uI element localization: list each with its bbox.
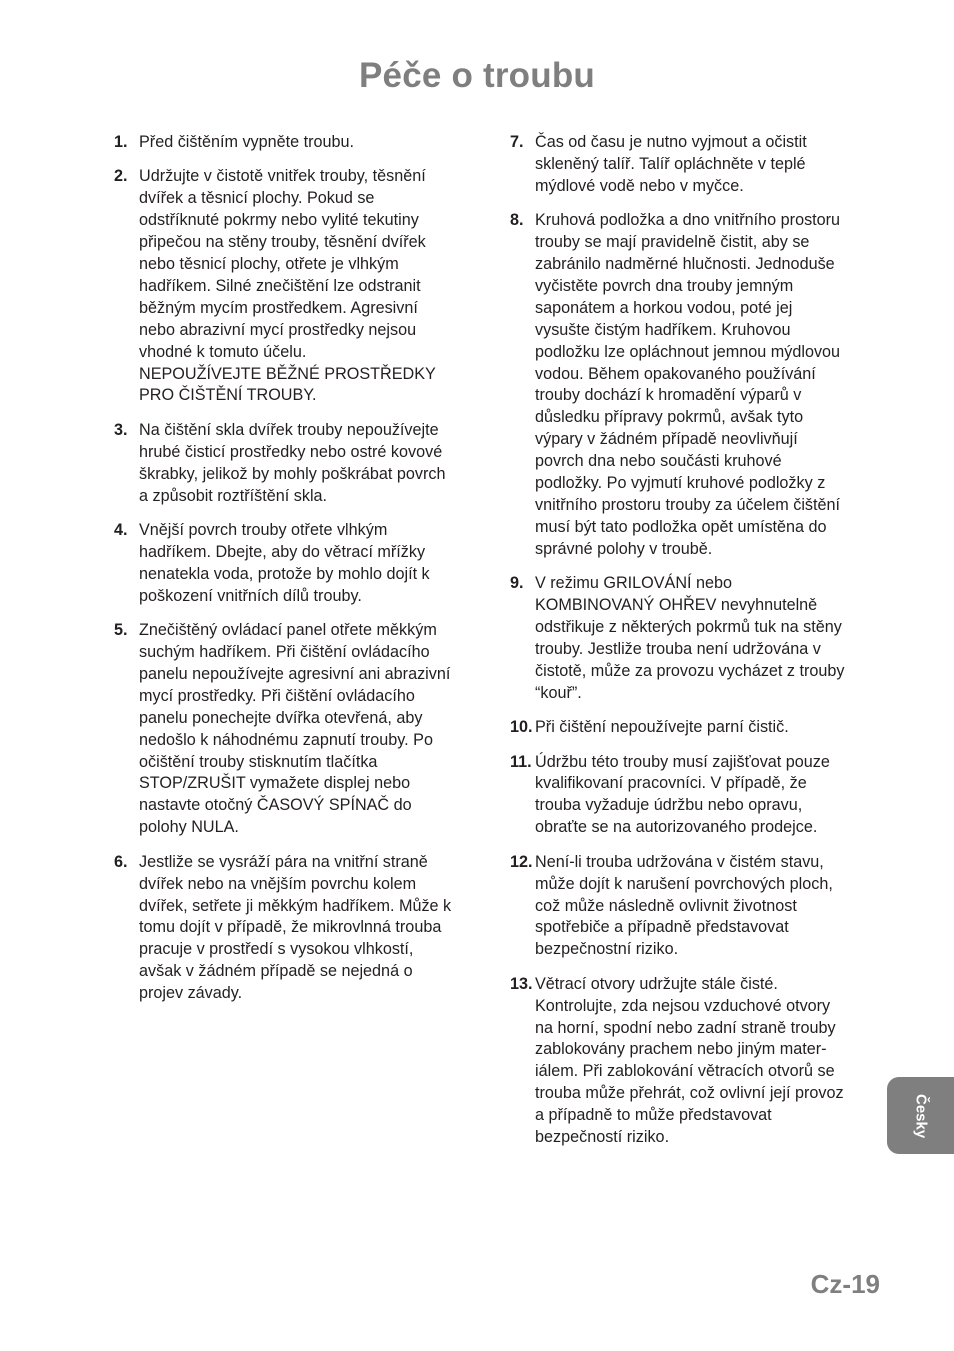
- right-column: [510, 132, 880, 1161]
- item-text: Jestliže se vysráží pára na vnitřní straně dvířek nebo na vnějším povrchu kolem dvířek, setřete ji měkkým hadříkem. Může k tomu dojít v případě, že mikrovlnná trouba pracuje v prostředí s vysokou vlhkostí, avšak v žádném případě se nejedná o projev závady.: [139, 852, 452, 1003]
- language-tab: [887, 1077, 954, 1154]
- item-text: Vnější povrch trouby otřete vlhkým hadříkem. Dbejte, aby do větrací mřížky nenatekla voda, protože by mohlo dojít k poškození vnitřních dílů trouby.: [139, 521, 430, 605]
- list-item: [114, 620, 486, 839]
- item-text: Není-li trouba udržována v čistém stavu, může dojít k narušení povrchových ploch, což může následně ovlivnit životnost spotřebiče a případně představovat bezpečnostní riziko.: [535, 852, 833, 959]
- item-text: V režimu GRILOVÁNÍ nebo KOMBINOVANÝ OHŘEV nevyhnutelně odstřikuje z některých pokrmů tuk na stěny trouby. Jestliže trouba není udržována v čistotě, může za provozu vycházet z trouby “kouř”.: [535, 574, 845, 702]
- item-text: Na čištění skla dvířek trouby nepoužívejte hrubé čisticí prostředky nebo ostré kovové škrabky, jelikož by mohly poškrábat povrch a způsobit roztříštění skla.: [139, 420, 446, 505]
- page-title: Péče o troubu: [359, 56, 595, 95]
- item-text: Kruhová podložka a dno vnitřního prostoru trouby se mají pravidelně čistit, aby se zabránilo nadměrné hlučnosti. Jednoduše vyčistěte povrch dna trouby jemným saponátem a horkou vodou, poté jej vysušte čistým hadříkem. Kruhovou podložku lze opláchnout jemnou mýdlovou vodou. Během opakovaného používání trouby dochází k hromadění výparů v důsledku přípravy pokrmů, avšak tyto výpary v žádném případě neovlivňují povrch dna nebo součásti kruhové podložky. Po vyjmutí kruhové podložky z vnitřního prostoru trouby za účelem čištění musí být tato podložka opět umístěna do správné polohy v troubě.: [535, 211, 841, 558]
- list-item: [114, 520, 486, 608]
- item-text: Údržbu této trouby musí zajišťovat pouze kvalifikovaní pracovníci. V případě, že trouba vyžaduje údržbu nebo opravu, obraťte se na autorizovaného prodejce.: [535, 752, 830, 837]
- list-item: [510, 717, 880, 739]
- item-number: 13.: [510, 974, 533, 993]
- item-text: Při čištění nepoužívejte parní čistič.: [535, 718, 789, 737]
- item-number: 7.: [510, 133, 524, 151]
- list-item: [510, 974, 880, 1149]
- item-text: Znečištěný ovládací panel otřete měkkým suchým hadříkem. Při čištění ovládacího panelu nepoužívejte agresivní ani abrazivní mycí prostředky. Při čištění ovládacího panelu ponechejte dvířka otevřená, aby nedošlo k náhodnému zapnutí trouby. Po očištění trouby stisknutím tlačítka STOP/ZRUŠIT vymažete displej nebo nastavte otočný ČASOVÝ SPÍNAČ do polohy NULA.: [139, 621, 451, 837]
- item-number: 11.: [510, 752, 532, 771]
- item-number: 9.: [510, 574, 524, 593]
- item-number: 1.: [114, 133, 128, 151]
- item-number: 2.: [114, 167, 128, 186]
- item-text: Čas od času je nutno vyjmout a očistit skleněný talíř. Talíř opláchněte v teplé mýdlové vodě nebo v myčce.: [535, 133, 807, 195]
- item-number: 12.: [510, 852, 533, 871]
- list-item: [510, 573, 880, 704]
- item-number: 5.: [114, 621, 128, 640]
- item-number: 3.: [114, 420, 128, 439]
- page-number: Cz-19: [810, 1269, 880, 1299]
- item-number: 6.: [114, 852, 128, 871]
- list-item: [114, 166, 486, 407]
- language-tab-label: Česky: [912, 1093, 930, 1138]
- list-item: [510, 852, 880, 962]
- item-text: Udržujte v čistotě vnitřek trouby, těsnění dvířek a těsnicí plochy. Pokud se odstříknuté pokrmy nebo vylité tekutiny připečou na stěny trouby, těsnění dvířek nebo těsnicí plochy, otřete je vlhkým hadříkem. Silné znečištění lze odstranit běžným mycím prostředkem. Agresivní nebo abrazivní mycí prostředky nejsou vhodné k tomuto účelu. NEPOUŽÍVEJTE BĚŽNÉ PROSTŘEDKY PRO ČIŠTĚNÍ TROUBY.: [139, 167, 436, 405]
- list-item: [114, 852, 486, 1005]
- item-text: Větrací otvory udržujte stále čisté. Kontrolujte, zda nejsou vzduchové otvory na horní, spodní nebo zadní straně trouby zablokovány prachem nebo jiným mater- iálem. Při zablokování větracích otvorů se trouba může přehrát, což ovlivní její provoz a případně to může představovat bezpečností riziko.: [535, 974, 844, 1147]
- item-number: 10.: [510, 718, 533, 737]
- list-item: [510, 752, 880, 840]
- item-number: 4.: [114, 521, 128, 539]
- list-item: [510, 132, 880, 198]
- list-item: [114, 420, 486, 508]
- item-number: 8.: [510, 211, 524, 230]
- list-item: [510, 210, 880, 561]
- list-item: [114, 132, 486, 154]
- item-text: Před čištěním vypněte troubu.: [139, 133, 355, 151]
- left-column: [114, 132, 486, 1018]
